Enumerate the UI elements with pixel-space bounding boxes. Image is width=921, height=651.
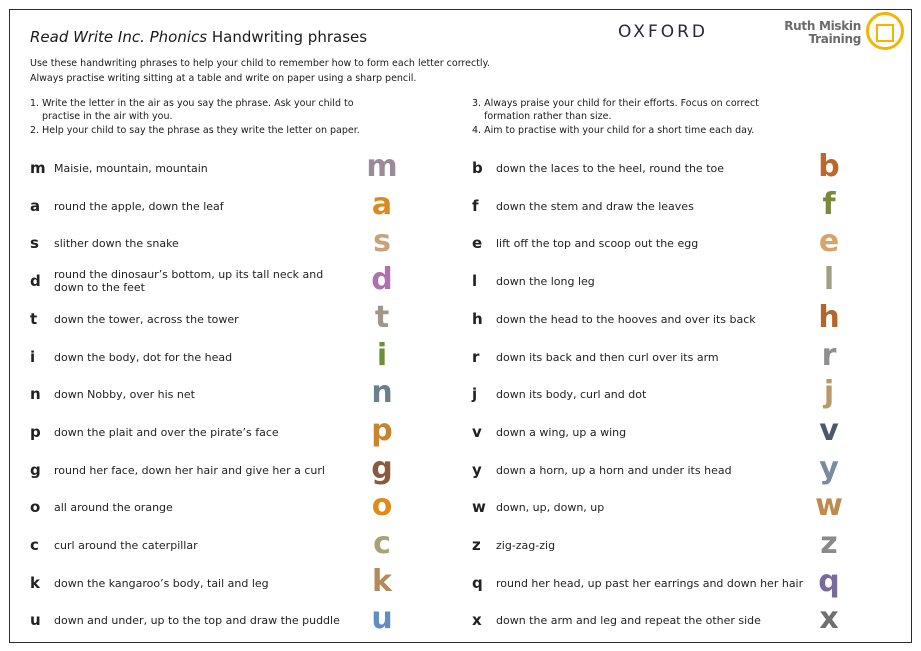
- picture-letter-y: y: [819, 451, 839, 486]
- title-program-name: Read Write Inc. Phonics: [30, 28, 208, 46]
- letter-label: x: [472, 611, 482, 629]
- letter-row-j: [472, 379, 646, 409]
- picture-letter-m: m: [366, 149, 398, 184]
- picture-letter-v: v: [819, 413, 839, 448]
- letter-row-w: [472, 492, 604, 522]
- handwriting-phrase: down a wing, up a wing: [496, 425, 627, 439]
- picture-letter-d: d: [371, 262, 393, 297]
- handwriting-phrase: curl around the caterpillar: [54, 538, 198, 552]
- rmt-logo-square: [876, 24, 894, 42]
- letter-label: w: [472, 498, 486, 516]
- letter-row-g: [30, 455, 325, 485]
- letter-row-f: [472, 191, 694, 221]
- letter-row-k: [30, 568, 269, 598]
- letter-row-i: [30, 342, 232, 372]
- handwriting-phrase: lift off the top and scoop out the egg: [496, 236, 699, 250]
- picture-letter-c: c: [373, 526, 391, 561]
- letter-label: r: [472, 348, 480, 366]
- handwriting-phrase: down the head to the hooves and over its back: [496, 312, 756, 326]
- handwriting-phrase: down the long leg: [496, 274, 595, 288]
- tip-3: 3. Always praise your child for their efforts. Focus on correct formation rather than size.: [472, 98, 759, 122]
- picture-letter-j: j: [823, 375, 835, 410]
- handwriting-phrase: down the kangaroo’s body, tail and leg: [54, 576, 269, 590]
- letter-label: p: [30, 423, 41, 441]
- letter-row-h: [472, 304, 756, 334]
- letter-label: v: [472, 423, 482, 441]
- letter-label: n: [30, 385, 41, 403]
- picture-letter-l: l: [823, 262, 835, 297]
- letter-label: t: [30, 310, 38, 328]
- picture-letter-p: p: [371, 413, 393, 448]
- picture-letter-z: z: [820, 526, 838, 561]
- letter-row-l: [472, 266, 595, 296]
- letter-label: d: [30, 272, 41, 290]
- picture-letter-h: h: [818, 300, 840, 335]
- handwriting-phrase: down the arm and leg and repeat the other side: [496, 613, 761, 627]
- title-suffix: Handwriting phrases: [207, 28, 368, 46]
- letter-row-y: [472, 455, 732, 485]
- letter-label: k: [30, 574, 40, 592]
- handwriting-phrase: down a horn, up a horn and under its head: [496, 463, 732, 477]
- letter-label: a: [30, 197, 41, 215]
- oxford-logo: OXFORD: [618, 22, 709, 42]
- page-title: [30, 28, 367, 46]
- letter-label: u: [30, 611, 41, 629]
- picture-letter-f: f: [822, 187, 836, 222]
- letter-row-q: [472, 568, 803, 598]
- handwriting-phrase: down its back and then curl over its arm: [496, 350, 719, 364]
- picture-letter-x: x: [819, 601, 839, 636]
- handwriting-phrase: all around the orange: [54, 500, 173, 514]
- letter-row-z: [472, 530, 555, 560]
- picture-letter-g: g: [371, 451, 393, 486]
- tip-2: 2. Help your child to say the phrase as they write the letter on paper.: [30, 125, 360, 136]
- letter-label: s: [30, 234, 39, 252]
- letter-label: y: [472, 461, 482, 479]
- letter-row-u: [30, 605, 340, 635]
- picture-letter-o: o: [371, 488, 393, 523]
- letter-row-s: [30, 228, 179, 258]
- letter-row-m: [30, 153, 208, 183]
- handwriting-phrase: down, up, down, up: [496, 500, 605, 514]
- handwriting-phrase: Maisie, mountain, mountain: [54, 161, 208, 175]
- picture-letter-w: w: [815, 488, 843, 523]
- handwriting-phrase: down the plait and over the pirate’s face: [54, 425, 279, 439]
- letter-label: i: [30, 348, 36, 366]
- handwriting-phrase: round her head, up past her earrings and down her hair: [496, 576, 804, 590]
- picture-letter-u: u: [371, 601, 393, 636]
- letter-row-t: [30, 304, 239, 334]
- letter-label: j: [472, 385, 478, 403]
- letter-row-d: [30, 266, 349, 296]
- handwriting-phrase: down the body, dot for the head: [54, 350, 233, 364]
- letter-row-a: [30, 191, 224, 221]
- letter-label: c: [30, 536, 39, 554]
- handwriting-phrase: down its body, curl and dot: [496, 387, 647, 401]
- handwriting-phrase: zig-zag-zig: [496, 538, 556, 552]
- picture-letter-a: a: [371, 187, 393, 222]
- letter-label: e: [472, 234, 483, 252]
- letter-label: h: [472, 310, 483, 328]
- picture-letter-b: b: [818, 149, 840, 184]
- tip-4: 4. Aim to practise with your child for a short time each day.: [472, 125, 755, 136]
- picture-letter-q: q: [818, 564, 840, 599]
- letter-label: o: [30, 498, 41, 516]
- picture-letter-t: t: [374, 300, 390, 335]
- letter-row-e: [472, 228, 698, 258]
- handwriting-phrase: round her face, down her hair and give her a curl: [54, 463, 325, 477]
- letter-row-n: [30, 379, 195, 409]
- letter-label: g: [30, 461, 41, 479]
- letter-row-r: [472, 342, 719, 372]
- handwriting-phrase: down Nobby, over his net: [54, 387, 195, 401]
- ruth-miskin-training-logo: [780, 20, 905, 56]
- handwriting-phrase: round the apple, down the leaf: [54, 199, 224, 213]
- handwriting-phrase: round the dinosaur’s bottom, up its tall neck and down to the feet: [54, 268, 324, 294]
- letter-row-o: [30, 492, 173, 522]
- handwriting-phrase: down and under, up to the top and draw the puddle: [54, 613, 340, 627]
- picture-letter-i: i: [376, 338, 388, 373]
- letter-row-v: [472, 417, 626, 447]
- letter-label: f: [472, 197, 479, 215]
- letter-row-p: [30, 417, 279, 447]
- intro-text: Use these handwriting phrases to help your child to remember how to form each letter correctly. Always practise writing sitting at a table and write on paper using a sharp pencil.: [30, 58, 490, 84]
- picture-letter-k: k: [372, 564, 392, 599]
- handwriting-phrase: down the laces to the heel, round the toe: [496, 161, 725, 175]
- letter-label: z: [472, 536, 481, 554]
- picture-letter-e: e: [818, 224, 840, 259]
- letter-label: b: [472, 159, 483, 177]
- letter-label: l: [472, 272, 478, 290]
- letter-label: m: [30, 159, 46, 177]
- letter-label: q: [472, 574, 483, 592]
- tip-1: 1. Write the letter in the air as you say the phrase. Ask your child to practise in the air with you.: [30, 98, 354, 122]
- picture-letter-s: s: [373, 224, 391, 259]
- picture-letter-n: n: [371, 375, 393, 410]
- letter-row-c: [30, 530, 198, 560]
- handwriting-phrase: down the stem and draw the leaves: [496, 199, 694, 213]
- handwriting-phrase: slither down the snake: [54, 236, 179, 250]
- handwriting-phrase: down the tower, across the tower: [54, 312, 239, 326]
- letter-row-x: [472, 605, 761, 635]
- rmt-logo-text: Ruth Miskin Training: [784, 19, 861, 46]
- letter-row-b: [472, 153, 724, 183]
- picture-letter-r: r: [821, 338, 837, 373]
